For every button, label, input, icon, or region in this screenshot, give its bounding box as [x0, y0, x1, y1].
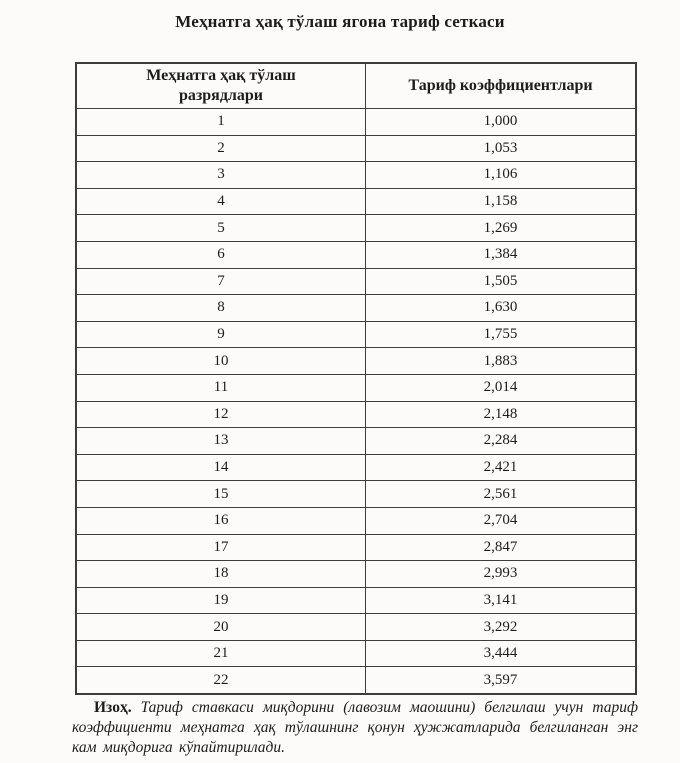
footnote-label: Изоҳ.	[94, 699, 132, 716]
grade-cell: 14	[76, 454, 366, 481]
coefficient-cell: 3,597	[366, 667, 637, 694]
table-row	[76, 454, 636, 481]
coefficient-cell: 1,384	[366, 241, 637, 268]
tariff-table	[75, 62, 637, 695]
coefficient-cell: 1,630	[366, 295, 637, 322]
table-row	[76, 481, 636, 508]
grade-cell: 21	[76, 640, 366, 667]
table-row	[76, 215, 636, 242]
table-row	[76, 428, 636, 455]
grade-cell: 16	[76, 507, 366, 534]
coefficient-cell: 2,148	[366, 401, 637, 428]
coefficient-cell: 2,704	[366, 507, 637, 534]
table-row	[76, 109, 636, 136]
coefficient-cell: 2,561	[366, 481, 637, 508]
coefficient-cell: 1,883	[366, 348, 637, 375]
table-row	[76, 135, 636, 162]
coefficient-cell: 2,847	[366, 534, 637, 561]
coefficient-cell: 3,141	[366, 587, 637, 614]
coefficient-cell: 1,158	[366, 188, 637, 215]
table-row	[76, 561, 636, 588]
table-row	[76, 321, 636, 348]
coefficient-cell: 1,106	[366, 162, 637, 189]
tariff-table-body	[76, 109, 636, 695]
coefficient-cell: 1,000	[366, 109, 637, 136]
column-header-grades: Меҳнатга ҳақ тўлаш разрядлари	[76, 63, 366, 109]
grade-cell: 6	[76, 241, 366, 268]
grade-cell: 2	[76, 135, 366, 162]
coefficient-cell: 1,269	[366, 215, 637, 242]
coefficient-cell: 2,014	[366, 374, 637, 401]
table-row	[76, 507, 636, 534]
coefficient-cell: 2,993	[366, 561, 637, 588]
column-header-coefficients: Тариф коэффициентлари	[366, 63, 637, 109]
grade-cell: 20	[76, 614, 366, 641]
coefficient-cell: 2,284	[366, 428, 637, 455]
grade-cell: 7	[76, 268, 366, 295]
coefficient-cell: 3,444	[366, 640, 637, 667]
table-row	[76, 667, 636, 694]
table-row	[76, 295, 636, 322]
coefficient-cell: 3,292	[366, 614, 637, 641]
grade-cell: 3	[76, 162, 366, 189]
grade-cell: 17	[76, 534, 366, 561]
table-row	[76, 241, 636, 268]
table-row	[76, 534, 636, 561]
grade-cell: 4	[76, 188, 366, 215]
table-row	[76, 188, 636, 215]
tariff-table-header	[76, 63, 636, 109]
grade-cell: 15	[76, 481, 366, 508]
coefficient-cell: 2,421	[366, 454, 637, 481]
grade-cell: 9	[76, 321, 366, 348]
coefficient-cell: 1,053	[366, 135, 637, 162]
table-row	[76, 268, 636, 295]
table-row	[76, 374, 636, 401]
footnote	[72, 698, 638, 757]
table-row	[76, 587, 636, 614]
grade-cell: 10	[76, 348, 366, 375]
grade-cell: 22	[76, 667, 366, 694]
grade-cell: 13	[76, 428, 366, 455]
footnote-text: Тариф ставкаси миқдорини (лавозим маошини) белгилаш учун тариф коэффициенти меҳнатга ҳақ тўлашнинг қонун ҳужжатларида белгиланган энг кам миқдорига кўпайтирилади.	[72, 699, 638, 756]
document-title: Меҳнатга ҳақ тўлаш ягона тариф сеткаси	[175, 12, 505, 31]
header-row	[76, 63, 636, 109]
table-row	[76, 162, 636, 189]
grade-cell: 5	[76, 215, 366, 242]
grade-cell: 11	[76, 374, 366, 401]
table-row	[76, 614, 636, 641]
grade-cell: 12	[76, 401, 366, 428]
grade-cell: 8	[76, 295, 366, 322]
grade-cell: 1	[76, 109, 366, 136]
grade-cell: 19	[76, 587, 366, 614]
table-row	[76, 401, 636, 428]
coefficient-cell: 1,755	[366, 321, 637, 348]
coefficient-cell: 1,505	[366, 268, 637, 295]
table-row	[76, 640, 636, 667]
grade-cell: 18	[76, 561, 366, 588]
table-row	[76, 348, 636, 375]
